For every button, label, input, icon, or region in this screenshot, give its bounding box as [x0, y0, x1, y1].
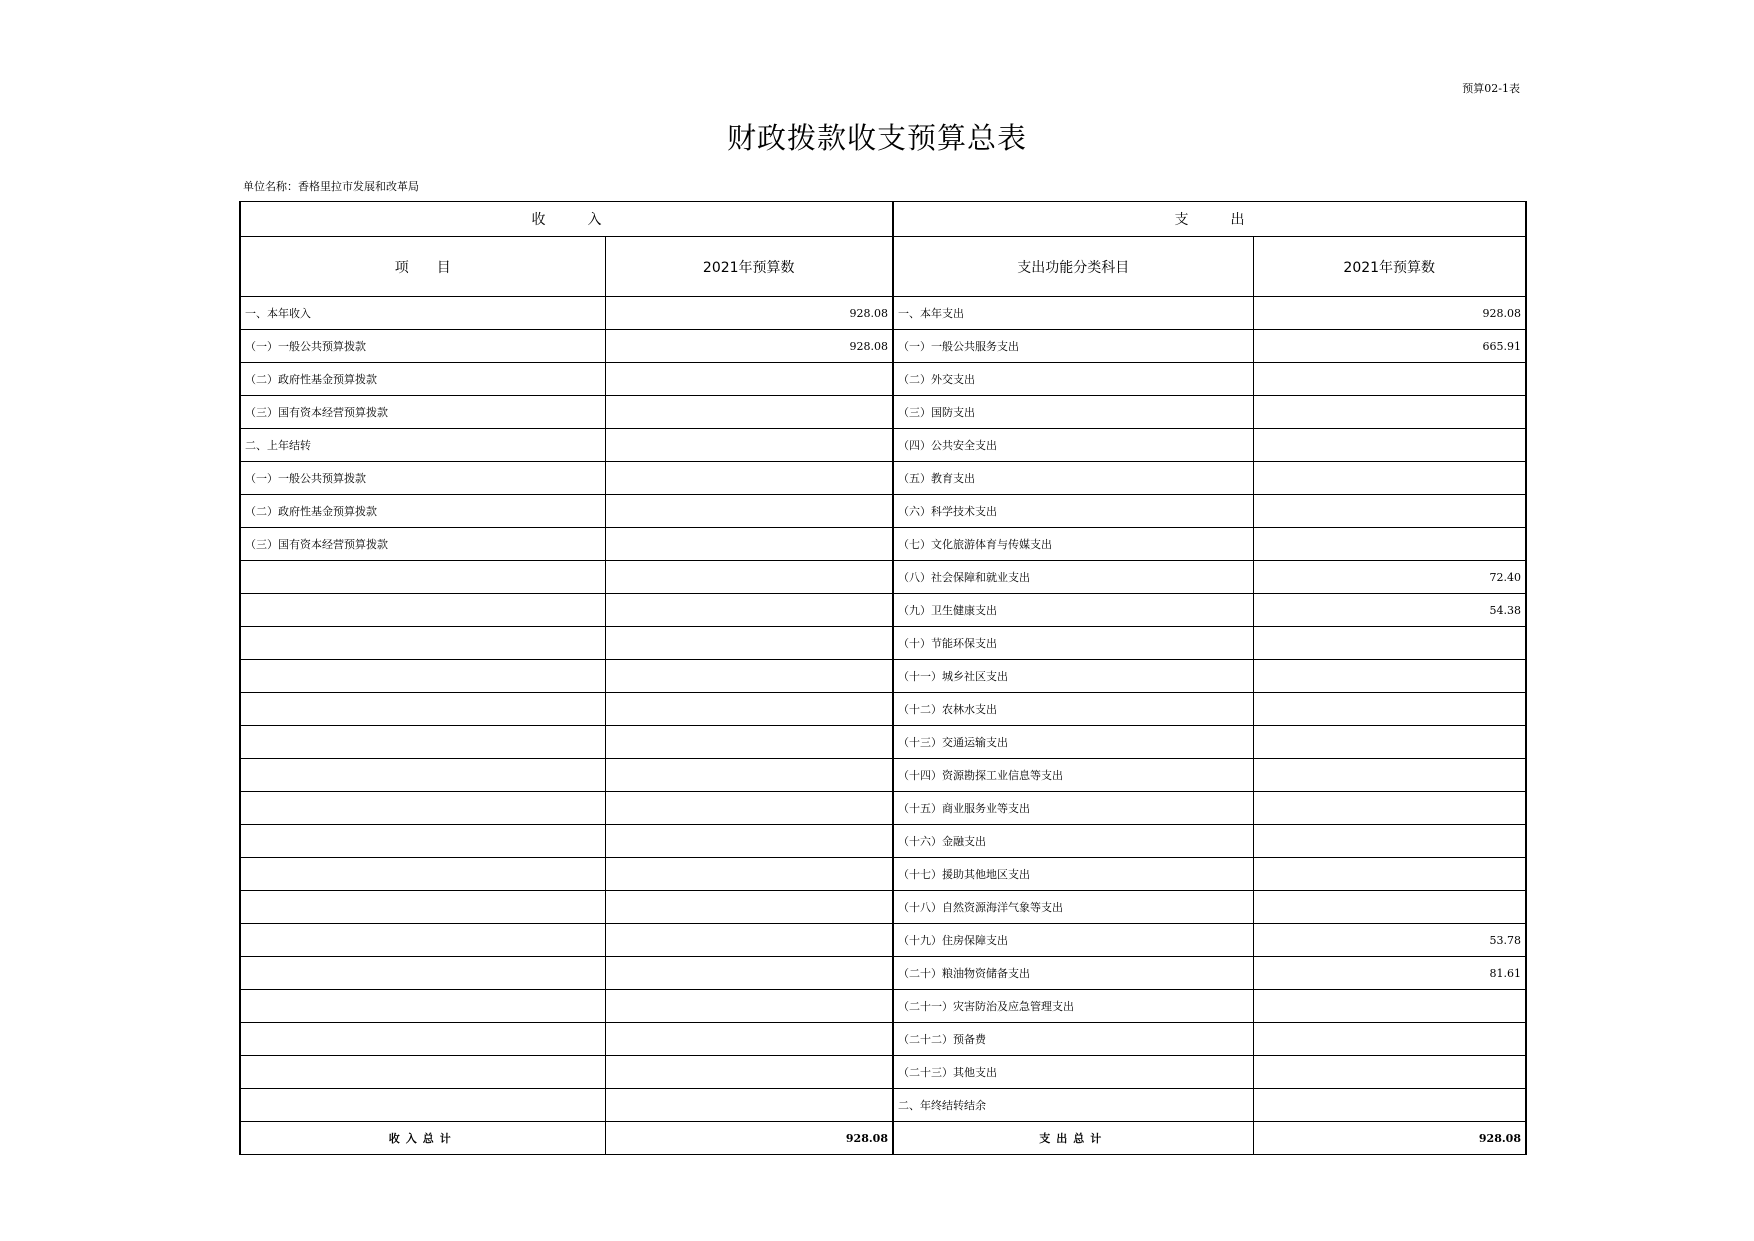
- income-amount-cell: [605, 825, 893, 858]
- income-amount-cell: [605, 594, 893, 627]
- table-row: [240, 891, 1526, 924]
- expense-item-cell: （十）节能环保支出: [893, 627, 1253, 660]
- column-header-row: [240, 237, 1526, 297]
- expense-item-cell: （十三）交通运输支出: [893, 726, 1253, 759]
- expense-item-cell: （二十一）灾害防治及应急管理支出: [893, 990, 1253, 1023]
- expense-amount-cell: [1253, 1056, 1526, 1089]
- expense-group-header: 支 出: [893, 202, 1526, 237]
- expense-item-cell: （五）教育支出: [893, 462, 1253, 495]
- income-amount-cell: [605, 396, 893, 429]
- table-row: [240, 495, 1526, 528]
- expense-item-cell: （二十三）其他支出: [893, 1056, 1253, 1089]
- expense-item-cell: （六）科学技术支出: [893, 495, 1253, 528]
- expense-item-cell: （十七）援助其他地区支出: [893, 858, 1253, 891]
- income-total-amount: 928.08: [605, 1122, 893, 1155]
- income-amount-cell: [605, 627, 893, 660]
- income-item-cell: [240, 1023, 605, 1056]
- income-amount-cell: [605, 990, 893, 1023]
- group-header-row: [240, 202, 1526, 237]
- expense-amount-cell: [1253, 825, 1526, 858]
- income-item-header: 项 目: [240, 237, 605, 297]
- expense-item-cell: （十五）商业服务业等支出: [893, 792, 1253, 825]
- income-item-cell: [240, 726, 605, 759]
- table-row: [240, 1056, 1526, 1089]
- table-row: [240, 726, 1526, 759]
- income-amount-cell: [605, 528, 893, 561]
- income-item-cell: [240, 627, 605, 660]
- table-row: [240, 1023, 1526, 1056]
- table-row: [240, 924, 1526, 957]
- table-row: [240, 660, 1526, 693]
- income-item-cell: （三）国有资本经营预算拨款: [240, 528, 605, 561]
- income-item-cell: （一）一般公共预算拨款: [240, 462, 605, 495]
- income-amount-cell: 928.08: [605, 297, 893, 330]
- budget-table: [239, 201, 1527, 1155]
- expense-amount-cell: 81.61: [1253, 957, 1526, 990]
- expense-amount-cell: 54.38: [1253, 594, 1526, 627]
- expense-amount-cell: [1253, 990, 1526, 1023]
- table-row: [240, 693, 1526, 726]
- income-amount-cell: [605, 660, 893, 693]
- table-row: [240, 990, 1526, 1023]
- income-item-cell: [240, 891, 605, 924]
- expense-item-cell: （七）文化旅游体育与传媒支出: [893, 528, 1253, 561]
- income-amount-header: 2021年预算数: [605, 237, 893, 297]
- income-total-label: 收入总计: [240, 1122, 605, 1155]
- expense-amount-cell: [1253, 759, 1526, 792]
- income-amount-cell: [605, 693, 893, 726]
- income-amount-cell: [605, 891, 893, 924]
- expense-item-header: 支出功能分类科目: [893, 237, 1253, 297]
- income-item-cell: [240, 792, 605, 825]
- income-item-cell: [240, 1056, 605, 1089]
- expense-item-cell: （一）一般公共服务支出: [893, 330, 1253, 363]
- table-row: [240, 396, 1526, 429]
- income-item-cell: [240, 1089, 605, 1122]
- expense-amount-cell: [1253, 528, 1526, 561]
- income-amount-cell: [605, 363, 893, 396]
- expense-amount-header: 2021年预算数: [1253, 237, 1526, 297]
- income-item-cell: 二、上年结转: [240, 429, 605, 462]
- table-row: [240, 825, 1526, 858]
- expense-amount-cell: [1253, 1023, 1526, 1056]
- expense-item-cell: （九）卫生健康支出: [893, 594, 1253, 627]
- expense-amount-cell: [1253, 1089, 1526, 1122]
- expense-total-amount: 928.08: [1253, 1122, 1526, 1155]
- table-code: 预算02-1表: [1462, 82, 1520, 95]
- expense-item-cell: （二十二）预备费: [893, 1023, 1253, 1056]
- expense-amount-cell: [1253, 396, 1526, 429]
- expense-item-cell: （十一）城乡社区支出: [893, 660, 1253, 693]
- income-item-cell: 一、本年收入: [240, 297, 605, 330]
- income-amount-cell: [605, 726, 893, 759]
- income-item-cell: （一）一般公共预算拨款: [240, 330, 605, 363]
- expense-amount-cell: [1253, 627, 1526, 660]
- income-amount-cell: [605, 495, 893, 528]
- expense-amount-cell: [1253, 495, 1526, 528]
- table-row: [240, 462, 1526, 495]
- expense-amount-cell: [1253, 462, 1526, 495]
- income-amount-cell: [605, 1023, 893, 1056]
- expense-amount-cell: [1253, 693, 1526, 726]
- income-amount-cell: [605, 561, 893, 594]
- expense-item-cell: 二、年终结转结余: [893, 1089, 1253, 1122]
- expense-item-cell: （三）国防支出: [893, 396, 1253, 429]
- income-item-cell: [240, 825, 605, 858]
- income-item-cell: （二）政府性基金预算拨款: [240, 363, 605, 396]
- income-item-cell: [240, 858, 605, 891]
- expense-item-cell: （二十）粮油物资储备支出: [893, 957, 1253, 990]
- expense-item-cell: 一、本年支出: [893, 297, 1253, 330]
- expense-item-cell: （四）公共安全支出: [893, 429, 1253, 462]
- income-item-cell: （二）政府性基金预算拨款: [240, 495, 605, 528]
- income-amount-cell: [605, 858, 893, 891]
- income-item-cell: [240, 660, 605, 693]
- expense-item-cell: （十九）住房保障支出: [893, 924, 1253, 957]
- expense-amount-cell: [1253, 660, 1526, 693]
- expense-item-cell: （十八）自然资源海洋气象等支出: [893, 891, 1253, 924]
- income-item-cell: [240, 924, 605, 957]
- expense-amount-cell: [1253, 726, 1526, 759]
- expense-item-cell: （二）外交支出: [893, 363, 1253, 396]
- income-amount-cell: [605, 792, 893, 825]
- income-amount-cell: [605, 924, 893, 957]
- table-row: [240, 627, 1526, 660]
- expense-item-cell: （十四）资源勘探工业信息等支出: [893, 759, 1253, 792]
- income-amount-cell: [605, 1089, 893, 1122]
- table-row: [240, 561, 1526, 594]
- expense-amount-cell: [1253, 858, 1526, 891]
- expense-amount-cell: 928.08: [1253, 297, 1526, 330]
- table-row: [240, 594, 1526, 627]
- unit-name-label: 单位名称：香格里拉市发展和改革局: [243, 180, 419, 193]
- expense-item-cell: （十六）金融支出: [893, 825, 1253, 858]
- table-row: [240, 330, 1526, 363]
- income-item-cell: [240, 957, 605, 990]
- table-row: [240, 759, 1526, 792]
- table-row: [240, 792, 1526, 825]
- income-amount-cell: 928.08: [605, 330, 893, 363]
- income-item-cell: [240, 693, 605, 726]
- expense-item-cell: （八）社会保障和就业支出: [893, 561, 1253, 594]
- table-row: [240, 858, 1526, 891]
- table-row: [240, 528, 1526, 561]
- income-amount-cell: [605, 429, 893, 462]
- page-title: 财政拨款收支预算总表: [726, 121, 1027, 155]
- expense-amount-cell: 72.40: [1253, 561, 1526, 594]
- expense-amount-cell: [1253, 891, 1526, 924]
- income-amount-cell: [605, 462, 893, 495]
- expense-amount-cell: [1253, 792, 1526, 825]
- income-amount-cell: [605, 1056, 893, 1089]
- income-item-cell: [240, 561, 605, 594]
- income-amount-cell: [605, 759, 893, 792]
- table-row: [240, 297, 1526, 330]
- expense-amount-cell: [1253, 429, 1526, 462]
- expense-amount-cell: [1253, 363, 1526, 396]
- income-item-cell: [240, 990, 605, 1023]
- income-item-cell: （三）国有资本经营预算拨款: [240, 396, 605, 429]
- income-amount-cell: [605, 957, 893, 990]
- table-row: [240, 957, 1526, 990]
- expense-amount-cell: 665.91: [1253, 330, 1526, 363]
- expense-item-cell: （十二）农林水支出: [893, 693, 1253, 726]
- totals-row: [240, 1122, 1526, 1155]
- table-row: [240, 429, 1526, 462]
- expense-amount-cell: 53.78: [1253, 924, 1526, 957]
- table-row: [240, 363, 1526, 396]
- table-row: [240, 1089, 1526, 1122]
- income-item-cell: [240, 759, 605, 792]
- expense-total-label: 支出总计: [893, 1122, 1253, 1155]
- income-group-header: 收 入: [240, 202, 893, 237]
- income-item-cell: [240, 594, 605, 627]
